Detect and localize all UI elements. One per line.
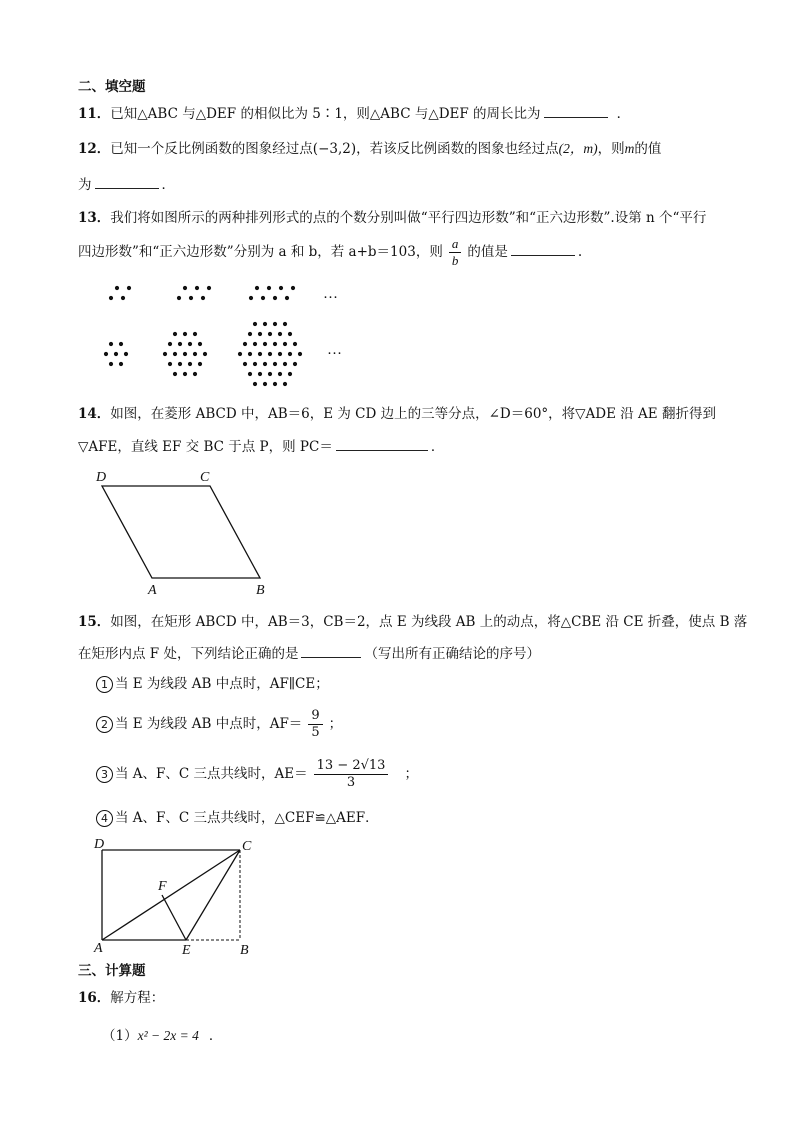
question-end: ． <box>430 439 445 455</box>
question-11 <box>78 103 630 124</box>
question-end: ． <box>616 106 631 122</box>
question-number: 14． <box>78 406 111 422</box>
question-text: 已知△ABC 与△DEF 的相似比为 5∶1，则△ABC 与△DEF 的周长比为 <box>110 106 541 122</box>
option-4 <box>96 808 379 828</box>
question-text: ，则 <box>597 141 625 157</box>
question-14 <box>78 404 716 424</box>
option-end: ； <box>328 716 343 732</box>
question-15 <box>78 612 747 632</box>
option-3 <box>96 754 418 794</box>
option-marker: 1 <box>96 676 113 693</box>
equation: x² − 2x = 4 <box>137 1028 199 1043</box>
point-1: (−3,2) <box>312 141 357 157</box>
parallelogram-dots <box>109 286 295 300</box>
option-2 <box>96 704 342 744</box>
ellipsis-row-1: ··· <box>323 290 338 306</box>
label-f: F <box>158 879 167 894</box>
question-text: 在矩形内点 F 处，下列结论正确的是 <box>78 646 299 662</box>
question-end: . <box>577 244 583 260</box>
option-text: 当 A、F、C 三点共线时，AE＝ <box>115 766 308 782</box>
segment-ac <box>102 850 240 940</box>
question-text: 已知一个反比例函数的图象经过点 <box>110 141 313 157</box>
option-text: 当 E 为线段 AB 中点时，AF＝ <box>115 716 303 732</box>
segment-ec <box>186 850 240 940</box>
section-title-fill-blank: 二、填空题 <box>78 79 146 95</box>
hexagon-dots <box>104 322 302 386</box>
option-1 <box>96 674 329 694</box>
label-d: D <box>96 470 107 485</box>
answer-blank <box>95 174 159 189</box>
dot-pattern-figure <box>95 280 365 398</box>
question-end: ． <box>208 1028 223 1044</box>
question-text: 四边形数”和“正六边形数”分别为 a 和 b，若 a+b＝103，则 <box>78 244 443 260</box>
question-16 <box>78 988 164 1008</box>
question-number: 15． <box>78 614 111 630</box>
label-d: D <box>94 837 105 852</box>
question-14-line-2 <box>78 436 444 457</box>
label-c: C <box>242 839 252 854</box>
ellipsis-row-2: ··· <box>327 346 342 362</box>
fraction-ae: $\frac{13 - 2√13}{3}$ <box>314 758 389 791</box>
option-text: 当 A、F、C 三点共线时，△CEF≌△AEF． <box>115 810 379 826</box>
option-marker: 2 <box>96 716 113 733</box>
label-c: C <box>200 470 210 485</box>
question-number: 13． <box>78 210 111 226</box>
question-text: 如图，在矩形 ABCD 中，AB＝3，CB＝2，点 E 为线段 AB 上的动点，将△CBE 沿 CE 折叠，使点 B 落 <box>110 614 748 630</box>
question-number: 16． <box>78 990 111 1006</box>
question-end: ． <box>161 177 175 193</box>
question-text: （写出所有正确结论的序号） <box>364 646 540 662</box>
variable-m: m <box>624 141 635 156</box>
rhombus-abcd <box>102 486 260 578</box>
answer-blank <box>336 436 428 451</box>
question-text: 如图，在菱形 ABCD 中，AB＝6，E 为 CD 边上的三等分点，∠D＝60°，将▽ADE 沿 AE 翻折得到 <box>110 406 716 422</box>
question-text: ，若该反比例函数的图象也经过点 <box>356 141 559 157</box>
label-e: E <box>182 943 191 958</box>
part-label: （1） <box>102 1028 138 1044</box>
question-13 <box>78 208 706 228</box>
option-text: 当 E 为线段 AB 中点时，AF∥CE； <box>115 676 329 692</box>
answer-blank <box>301 643 361 658</box>
segment-fe <box>162 895 186 940</box>
answer-blank <box>544 103 608 118</box>
question-number: 11． <box>78 106 111 122</box>
question-12-line-2 <box>78 174 175 195</box>
label-a: A <box>94 941 103 956</box>
rhombus-figure <box>92 466 282 598</box>
question-13-line-2 <box>78 236 582 269</box>
option-marker: 3 <box>96 766 113 783</box>
question-text: ▽AFE，直线 EF 交 BC 于点 P，则 PC＝ <box>78 439 333 455</box>
label-b: B <box>256 583 265 598</box>
option-end: ； <box>404 766 418 782</box>
label-b: B <box>240 943 249 958</box>
question-text: 我们将如图所示的两种排列形式的点的个数分别叫做“平行四边形数”和“正六边形数”.设第 n 个“平行 <box>110 210 707 226</box>
question-12 <box>78 139 661 159</box>
question-15-line-2 <box>78 643 540 664</box>
label-a: A <box>148 583 157 598</box>
question-16-part-1 <box>102 1026 222 1046</box>
question-text: 的值是 <box>467 244 508 260</box>
question-text: 解方程： <box>110 990 165 1006</box>
question-number: 12． <box>78 141 111 157</box>
answer-blank <box>511 241 575 256</box>
fraction-9-5: $\frac{9}{5}$ <box>308 708 322 741</box>
fraction-a-over-b: $\frac{a}{b}$ <box>449 236 462 269</box>
question-text: 为 <box>78 177 92 193</box>
point-2: (2，m) <box>558 141 598 156</box>
section-title-calculation: 三、计算题 <box>78 963 146 979</box>
rectangle-figure <box>90 834 260 960</box>
question-text: 的值 <box>634 141 662 157</box>
option-marker: 4 <box>96 810 113 827</box>
